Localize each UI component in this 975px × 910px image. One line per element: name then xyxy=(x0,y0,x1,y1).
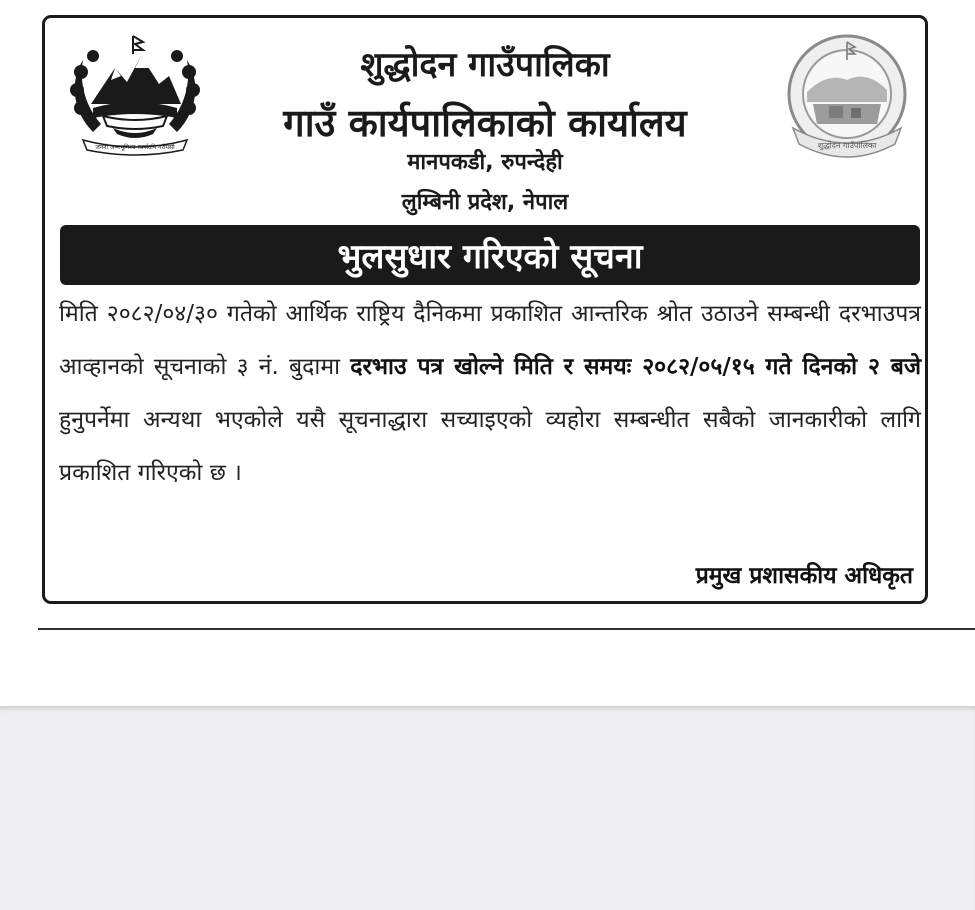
notice-title-banner xyxy=(60,225,920,285)
body-text-part-2: हुनुपर्नेमा अन्यथा भएकोले यसै सूचनाद्धारा सच्याइएको व्यहोरा सम्बन्धीत सबैको जानकारीको लागि प्रकाशित गरिएको छ । xyxy=(59,407,921,486)
seal-caption: शुद्धोदन गाउँपालिका xyxy=(817,141,877,150)
signatory-title: प्रमुख प्रशासकीय अधिकृत xyxy=(695,563,913,589)
office-name: गाउँ कार्यपालिकाको कार्यालय xyxy=(283,101,687,145)
notice-title: भुलसुधार गरिएको सूचना xyxy=(337,237,643,277)
province-country: लुम्बिनी प्रदेश, नेपाल xyxy=(401,190,569,215)
emblem-motto: जननी जन्मभूमिश्च स्वर्गादपि गरीयसी xyxy=(95,144,175,151)
body-text-part-1: मिति २०८२/०४/३० गतेको आर्थिक राष्ट्रिय दैनिकमा प्रकाशित आन्तरिक श्रोत उठाउने सम्बन्धी दरभाउपत्र आव्हानको सूचनाको ३ नं. बुदामा xyxy=(59,301,921,380)
municipality-name: शुद्धोदन गाउँपालिका xyxy=(360,45,610,85)
divider-line xyxy=(38,628,975,630)
page-background-area xyxy=(0,706,975,910)
body-bold-date-time: दरभाउ पत्र खोल्ने मिति र समयः २०८२/०५/१५ गते दिनको २ बजे xyxy=(350,354,922,380)
notice-body xyxy=(59,288,921,500)
office-address: मानपकडी, रुपन्देही xyxy=(407,150,563,175)
public-notice xyxy=(42,15,928,604)
